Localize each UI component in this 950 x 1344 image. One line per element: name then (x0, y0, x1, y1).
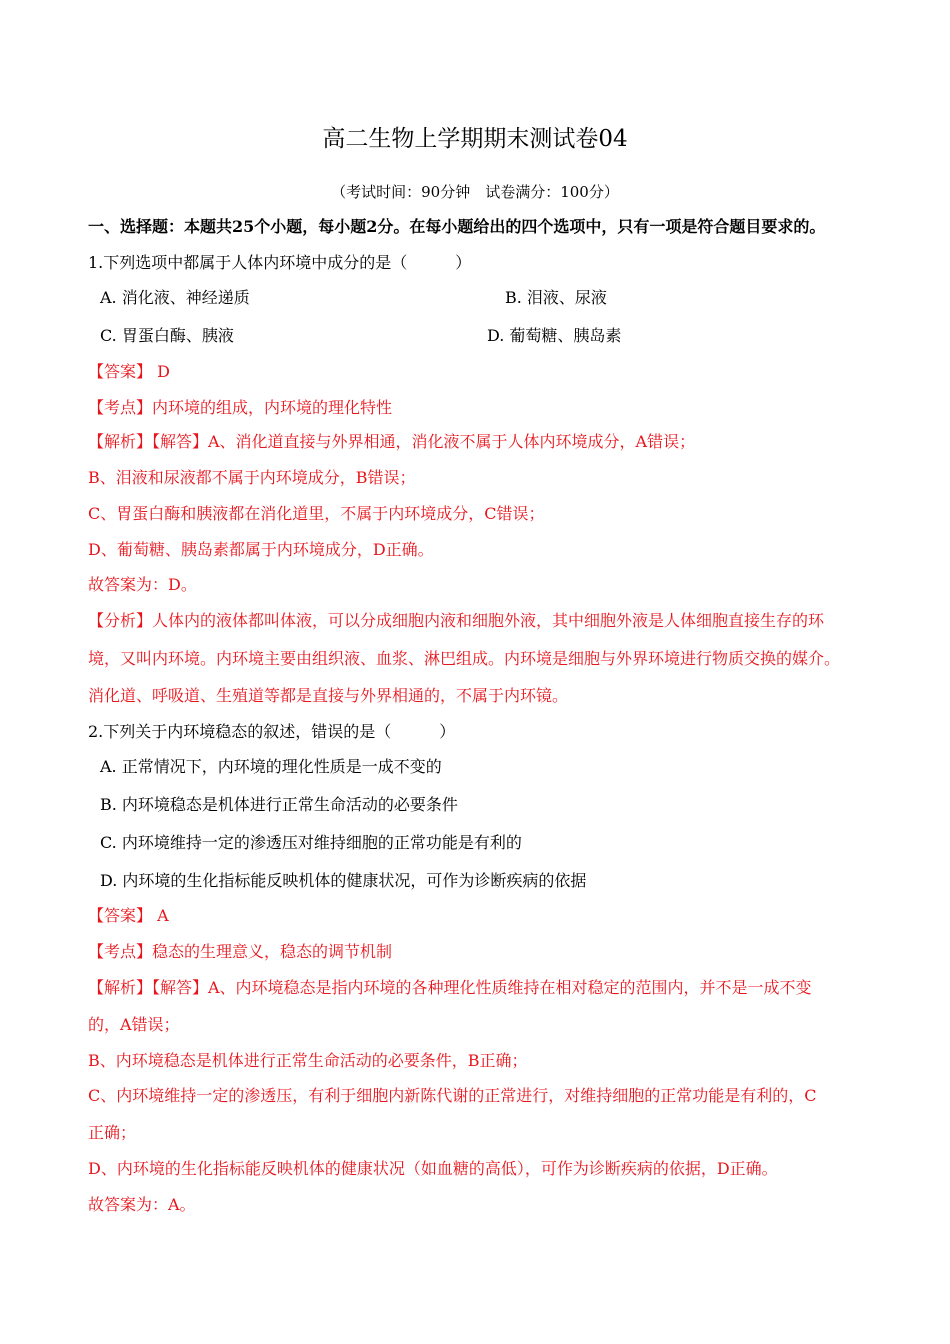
q1-analysis-line: D、葡萄糖、胰岛素都属于内环境成分，D正确。 (88, 540, 434, 559)
q1-option-b: B. 泪液、尿液 (505, 288, 607, 307)
page-title: 高二生物上学期期末测试卷04 (322, 126, 628, 152)
q1-point: 【考点】内环境的组成，内环境的理化特性 (88, 398, 393, 417)
q1-analysis-line: C、胃蛋白酶和胰液都在消化道里，不属于内环境成分，C错误； (88, 504, 545, 523)
q1-stem: 1.下列选项中都属于人体内环境中成分的是（ ） (88, 253, 472, 272)
exam-info: （考试时间：90分钟 试卷满分：100分） (331, 183, 619, 201)
q1-fenxi-line: 境，又叫内环境。内环境主要由组织液、血浆、淋巴组成。内环境是细胞与外界环境进行物质交换的媒介。 (88, 649, 841, 668)
q1-answer: 【答案】 D (88, 362, 170, 381)
q2-option-d: D. 内环境的生化指标能反映机体的健康状况，可作为诊断疾病的依据 (100, 871, 587, 890)
q2-stem: 2.下列关于内环境稳态的叙述，错误的是（ ） (88, 722, 456, 741)
q1-fenxi-line: 消化道、呼吸道、生殖道等都是直接与外界相通的，不属于内环镜。 (88, 686, 569, 705)
q1-option-d: D. 葡萄糖、胰岛素 (487, 326, 622, 345)
q1-analysis-line: B、泪液和尿液都不属于内环境成分，B错误； (88, 468, 416, 487)
q2-option-c: C. 内环境维持一定的渗透压对维持细胞的正常功能是有利的 (100, 833, 522, 852)
q2-option-a: A. 正常情况下，内环境的理化性质是一成不变的 (100, 757, 442, 776)
q1-analysis-line: 【解析】【解答】A、消化道直接与外界相通，消化液不属于人体内环境成分，A错误； (88, 432, 696, 451)
q2-analysis-line: 【解析】【解答】A、内环境稳态是指内环境的各种理化性质维持在相对稳定的范围内，并不是一成不变 (88, 978, 812, 997)
q2-point: 【考点】稳态的生理意义，稳态的调节机制 (88, 942, 393, 961)
q1-option-a: A. 消化液、神经递质 (100, 288, 250, 307)
q1-fenxi-line: 【分析】人体内的液体都叫体液，可以分成细胞内液和细胞外液，其中细胞外液是人体细胞直接生存的环 (88, 611, 825, 630)
q2-analysis-line: 的，A错误； (88, 1015, 180, 1034)
q2-analysis-line: 正确； (88, 1123, 137, 1142)
q2-analysis-line: C、内环境维持一定的渗透压，有利于细胞内新陈代谢的正常进行，对维持细胞的正常功能是有利的，C (88, 1086, 817, 1105)
q1-option-c: C. 胃蛋白酶、胰液 (100, 326, 234, 345)
q2-answer: 【答案】 A (88, 906, 169, 925)
q2-analysis-line: B、内环境稳态是机体进行正常生命活动的必要条件，B正确； (88, 1051, 528, 1070)
q2-option-b: B. 内环境稳态是机体进行正常生命活动的必要条件 (100, 795, 458, 814)
q2-final-answer: 故答案为：A。 (88, 1195, 196, 1214)
q2-analysis-line: D、内环境的生化指标能反映机体的健康状况（如血糖的高低），可作为诊断疾病的依据，D正确。 (88, 1159, 778, 1178)
q1-final-answer: 故答案为：D。 (88, 575, 197, 594)
section-header: 一、选择题：本题共25个小题，每小题2分。在每小题给出的四个选项中，只有一项是符合题目要求的。 (88, 217, 826, 236)
